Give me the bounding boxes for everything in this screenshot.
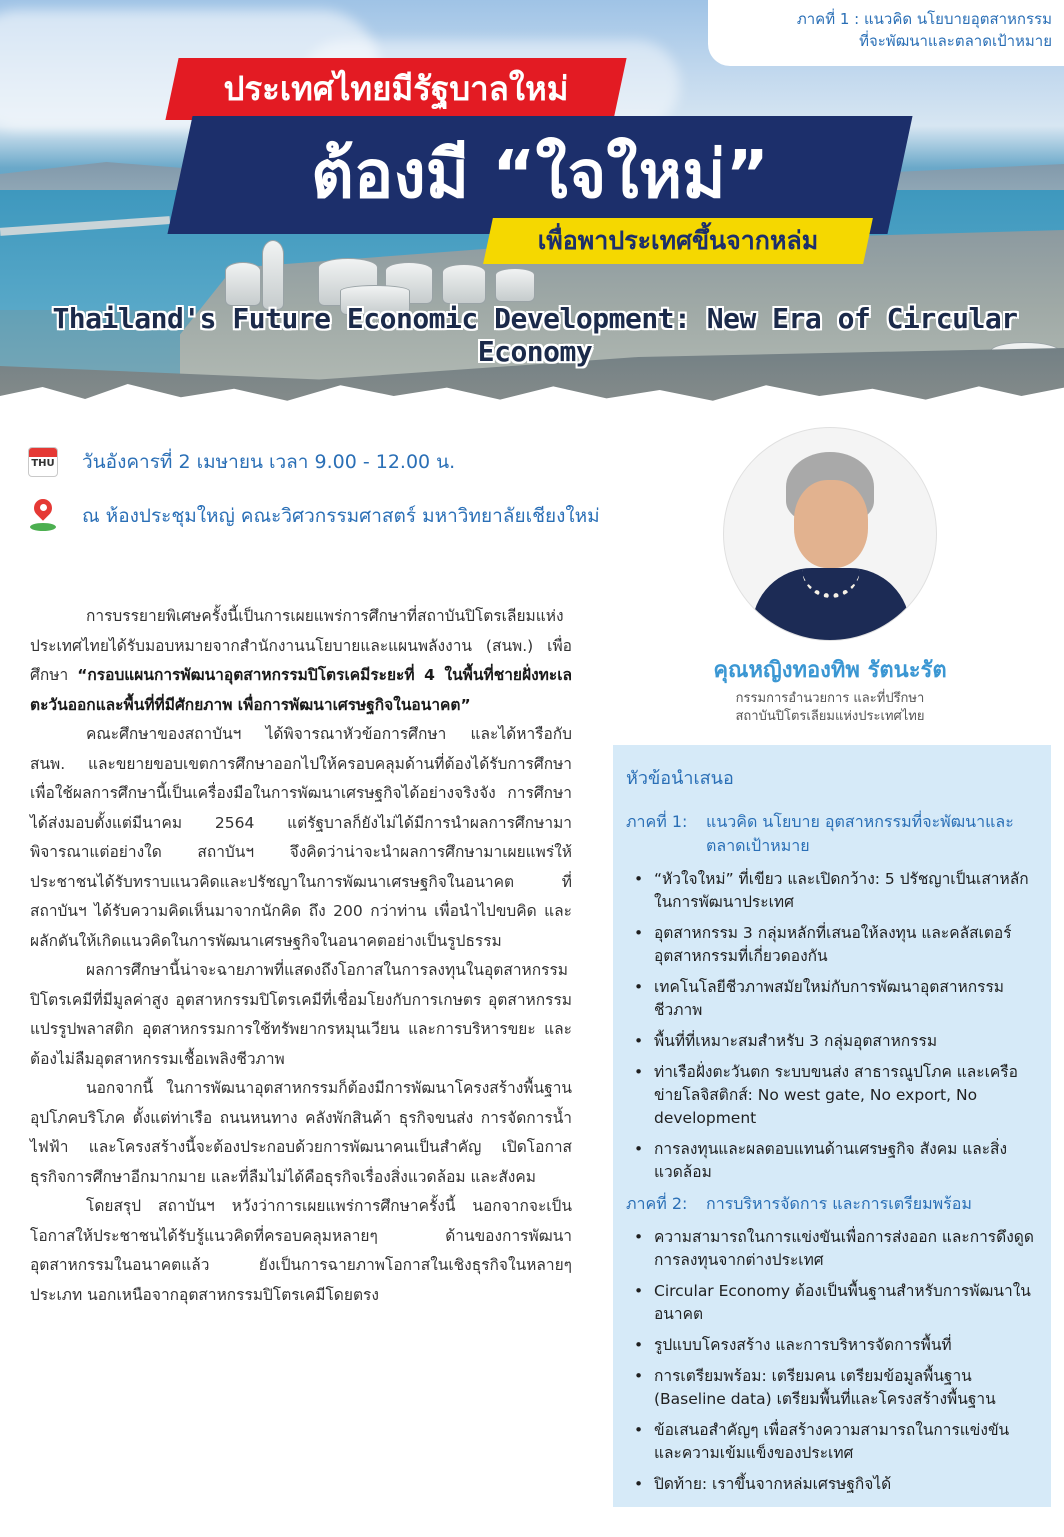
agenda-part-1-list	[626, 868, 1039, 1184]
list-item: • อุตสาหกรรม 3 กลุ่มหลักที่เสนอให้ลงทุน และคลัสเตอร์อุตสาหกรรมที่เกี่ยวดองกัน	[626, 922, 1039, 968]
part-tag-line-2: ที่จะพัฒนาและตลาดเป้าหมาย	[859, 32, 1052, 50]
location-pin-icon	[28, 499, 58, 533]
list-item: • การเตรียมพร้อม: เตรียมคน เตรียมข้อมูลพื้นฐาน (Baseline data) เตรียมพื้นที่และโครงสร้างพื้นฐาน	[626, 1365, 1039, 1411]
agenda-part-2-heading: ภาคที่ 2: การบริหารจัดการ และการเตรียมพร้อม	[626, 1194, 972, 1213]
storage-tank	[442, 264, 486, 304]
headline-red-banner	[165, 58, 626, 120]
article-body	[30, 602, 572, 1310]
speaker-portrait	[723, 427, 937, 641]
speaker-name: คุณหญิงทองทิพ รัตนะรัต	[713, 658, 947, 683]
headline-line-3: เพื่อพาประเทศขึ้นจากหล่ม	[537, 226, 819, 255]
event-date-time: วันอังคารที่ 2 เมษายน เวลา 9.00 - 12.00 น.	[82, 451, 456, 473]
english-title: Thailand's Future Economic Development: New Era of Circular Economy	[52, 302, 1018, 368]
storage-tank	[495, 268, 535, 302]
part-tag-line-1: ภาคที่ 1 : แนวคิด นโยบายอุตสาหกรรม	[796, 10, 1052, 28]
list-item: • ท่าเรือฝั่งตะวันตก ระบบขนส่ง สาธารณูปโภค และเครือข่ายโลจิสติกส์: No west gate, No export, No development	[626, 1061, 1039, 1130]
list-item: • Circular Economy ต้องเป็นพื้นฐานสำหรับการพัฒนาในอนาคต	[626, 1280, 1039, 1326]
event-venue: ณ ห้องประชุมใหญ่ คณะวิศวกรรมศาสตร์ มหาวิทยาลัยเชียงใหม่	[82, 505, 600, 527]
list-item: • พื้นที่ที่เหมาะสมสำหรับ 3 กลุ่มอุตสาหกรรม	[626, 1030, 1039, 1053]
list-item: • “หัวใจใหม่” ที่เขียว และเปิดกว้าง: 5 ปรัชญาเป็นเสาหลักในการพัฒนาประเทศ	[626, 868, 1039, 914]
part-tag	[708, 0, 1064, 66]
agenda-part-1-heading: ภาคที่ 1: แนวคิด นโยบาย อุตสาหกรรมที่จะพัฒนาและตลาดเป้าหมาย	[626, 812, 1014, 855]
agenda-part-2-list	[626, 1226, 1039, 1496]
speaker-role-line-2: สถาบันปิโตรเลียมแห่งประเทศไทย	[735, 709, 925, 724]
headline-navy-banner	[167, 116, 912, 234]
agenda-box	[613, 745, 1051, 1507]
event-venue-row	[28, 499, 600, 533]
article-paragraph: นอกจากนี้ ในการพัฒนาอุตสาหกรรมก็ต้องมีการพัฒนาโครงสร้างพื้นฐานอุปโภคบริโภค ตั้งแต่ท่าเรือ ถนนหนทาง คลังพักสินค้า ธุรกิจขนส่ง การจัดการน้ำ ไฟฟ้า และโครงสร้างนี้จะต้องประกอบด้วยการพัฒนาคนเป็นสำคัญ เปิดโอกาสธุรกิจการศึกษาอีกมากมาย และที่ลืมไม่ได้คือธุรกิจเรื่องสิ่งแวดล้อม และสังคม	[30, 1079, 572, 1186]
article-paragraph: การบรรยายพิเศษครั้งนี้เป็นการเผยแพร่การศึกษาที่สถาบันปิโตรเลียมแห่งประเทศไทยได้รับมอบหมายจากสำนักงานนโยบายและแผนพลังงาน (สนพ.) เพื่อศึกษา “กรอบแผนการพัฒนาอุตสาหกรรมปิโตรเคมีระยะที่ 4 ในพื้นที่ชายฝั่งทะเลตะวันออกและพื้นที่ที่มีศักยภาพ เพื่อการพัฒนาเศรษฐกิจในอนาคต”	[30, 607, 572, 714]
agenda-title: หัวข้อนำเสนอ	[626, 768, 734, 789]
list-item: • รูปแบบโครงสร้าง และการบริหารจัดการพื้นที่	[626, 1334, 1039, 1357]
event-date-row	[28, 447, 455, 477]
calendar-icon: THU	[28, 447, 58, 477]
headline-line-1: ประเทศไทยมีรัฐบาลใหม่	[223, 69, 569, 108]
list-item: • การลงทุนและผลตอบแทนด้านเศรษฐกิจ สังคม และสิ่งแวดล้อม	[626, 1138, 1039, 1184]
storage-tank	[225, 262, 261, 306]
article-paragraph: ผลการศึกษานี้น่าจะฉายภาพที่แสดงถึงโอกาสในการลงทุนในอุตสาหกรรมปิโตรเคมีที่มีมูลค่าสูง อุตสาหกรรมปิโตรเคมีที่เชื่อมโยงกับการเกษตร อุตสาหกรรมแปรรูปพลาสติก อุตสาหกรรมการใช้ทรัพยากรหมุนเวียน และการบริหารขยะ และต้องไม่ลืมอุตสาหกรรมเชื้อเพลิงชีวภาพ	[30, 961, 572, 1068]
list-item: • ความสามารถในการแข่งขันเพื่อการส่งออก และการดึงดูดการลงทุนจากต่างประเทศ	[626, 1226, 1039, 1272]
headline-line-2: ต้องมี “ใจใหม่”	[310, 136, 770, 213]
storage-tank	[262, 240, 284, 310]
speaker-role-line-1: กรรมการอำนวยการ และที่ปรึกษา	[735, 691, 925, 706]
list-item: • ข้อเสนอสำคัญๆ เพื่อสร้างความสามารถในการแข่งขัน และความเข้มแข็งของประเทศ	[626, 1419, 1039, 1465]
article-paragraph: โดยสรุป สถาบันฯ หวังว่าการเผยแพร่การศึกษาครั้งนี้ นอกจากจะเป็นโอกาสให้ประชาชนได้รับรู้แนวคิดที่ครอบคลุมหลายๆ ด้านของการพัฒนาอุตสาหกรรมในอนาคตแล้ว ยังเป็นการฉายภาพโอกาสในเชิงธุรกิจในหลายๆ ประเภท นอกเหนือจากอุตสาหกรรมปิโตรเคมีโดยตรง	[30, 1197, 572, 1304]
article-paragraph: คณะศึกษาของสถาบันฯ ได้พิจารณาหัวข้อการศึกษา และได้หารือกับ สนพ. และขยายขอบเขตการศึกษาออกไปให้ครอบคลุมด้านที่ต้องได้รับการศึกษาเพื่อใช้ผลการศึกษานี้เป็นเครื่องมือในการพัฒนาเศรษฐกิจได้อย่างจริงจัง การศึกษาได้ส่งมอบตั้งแต่มีนาคม 2564 แต่รัฐบาลก็ยังไม่ได้มีการนำผลการศึกษามาพิจารณาแต่อย่างใด สถาบันฯ จึงคิดว่าน่าจะนำผลการศึกษามาเผยแพร่ให้ประชาชนได้รับทราบแนวคิดและปรัชญาในการพัฒนาเศรษฐกิจในอนาคต ที่สถาบันฯ ได้รับความคิดเห็นมาจากนักคิด ถึง 200 กว่าท่าน เพื่อนำไปขบคิด และผลักดันให้เกิดแนวคิดในการพัฒนาเศรษฐกิจในอนาคตอย่างเป็นรูปธรรม	[30, 725, 572, 950]
list-item: • ปิดท้าย: เราขึ้นจากหล่มเศรษฐกิจได้	[626, 1473, 1039, 1496]
headline-yellow-banner	[483, 218, 873, 264]
speaker-role	[640, 690, 1020, 726]
list-item: • เทคโนโลยีชีวภาพสมัยใหม่กับการพัฒนาอุตสาหกรรมชีวภาพ	[626, 976, 1039, 1022]
